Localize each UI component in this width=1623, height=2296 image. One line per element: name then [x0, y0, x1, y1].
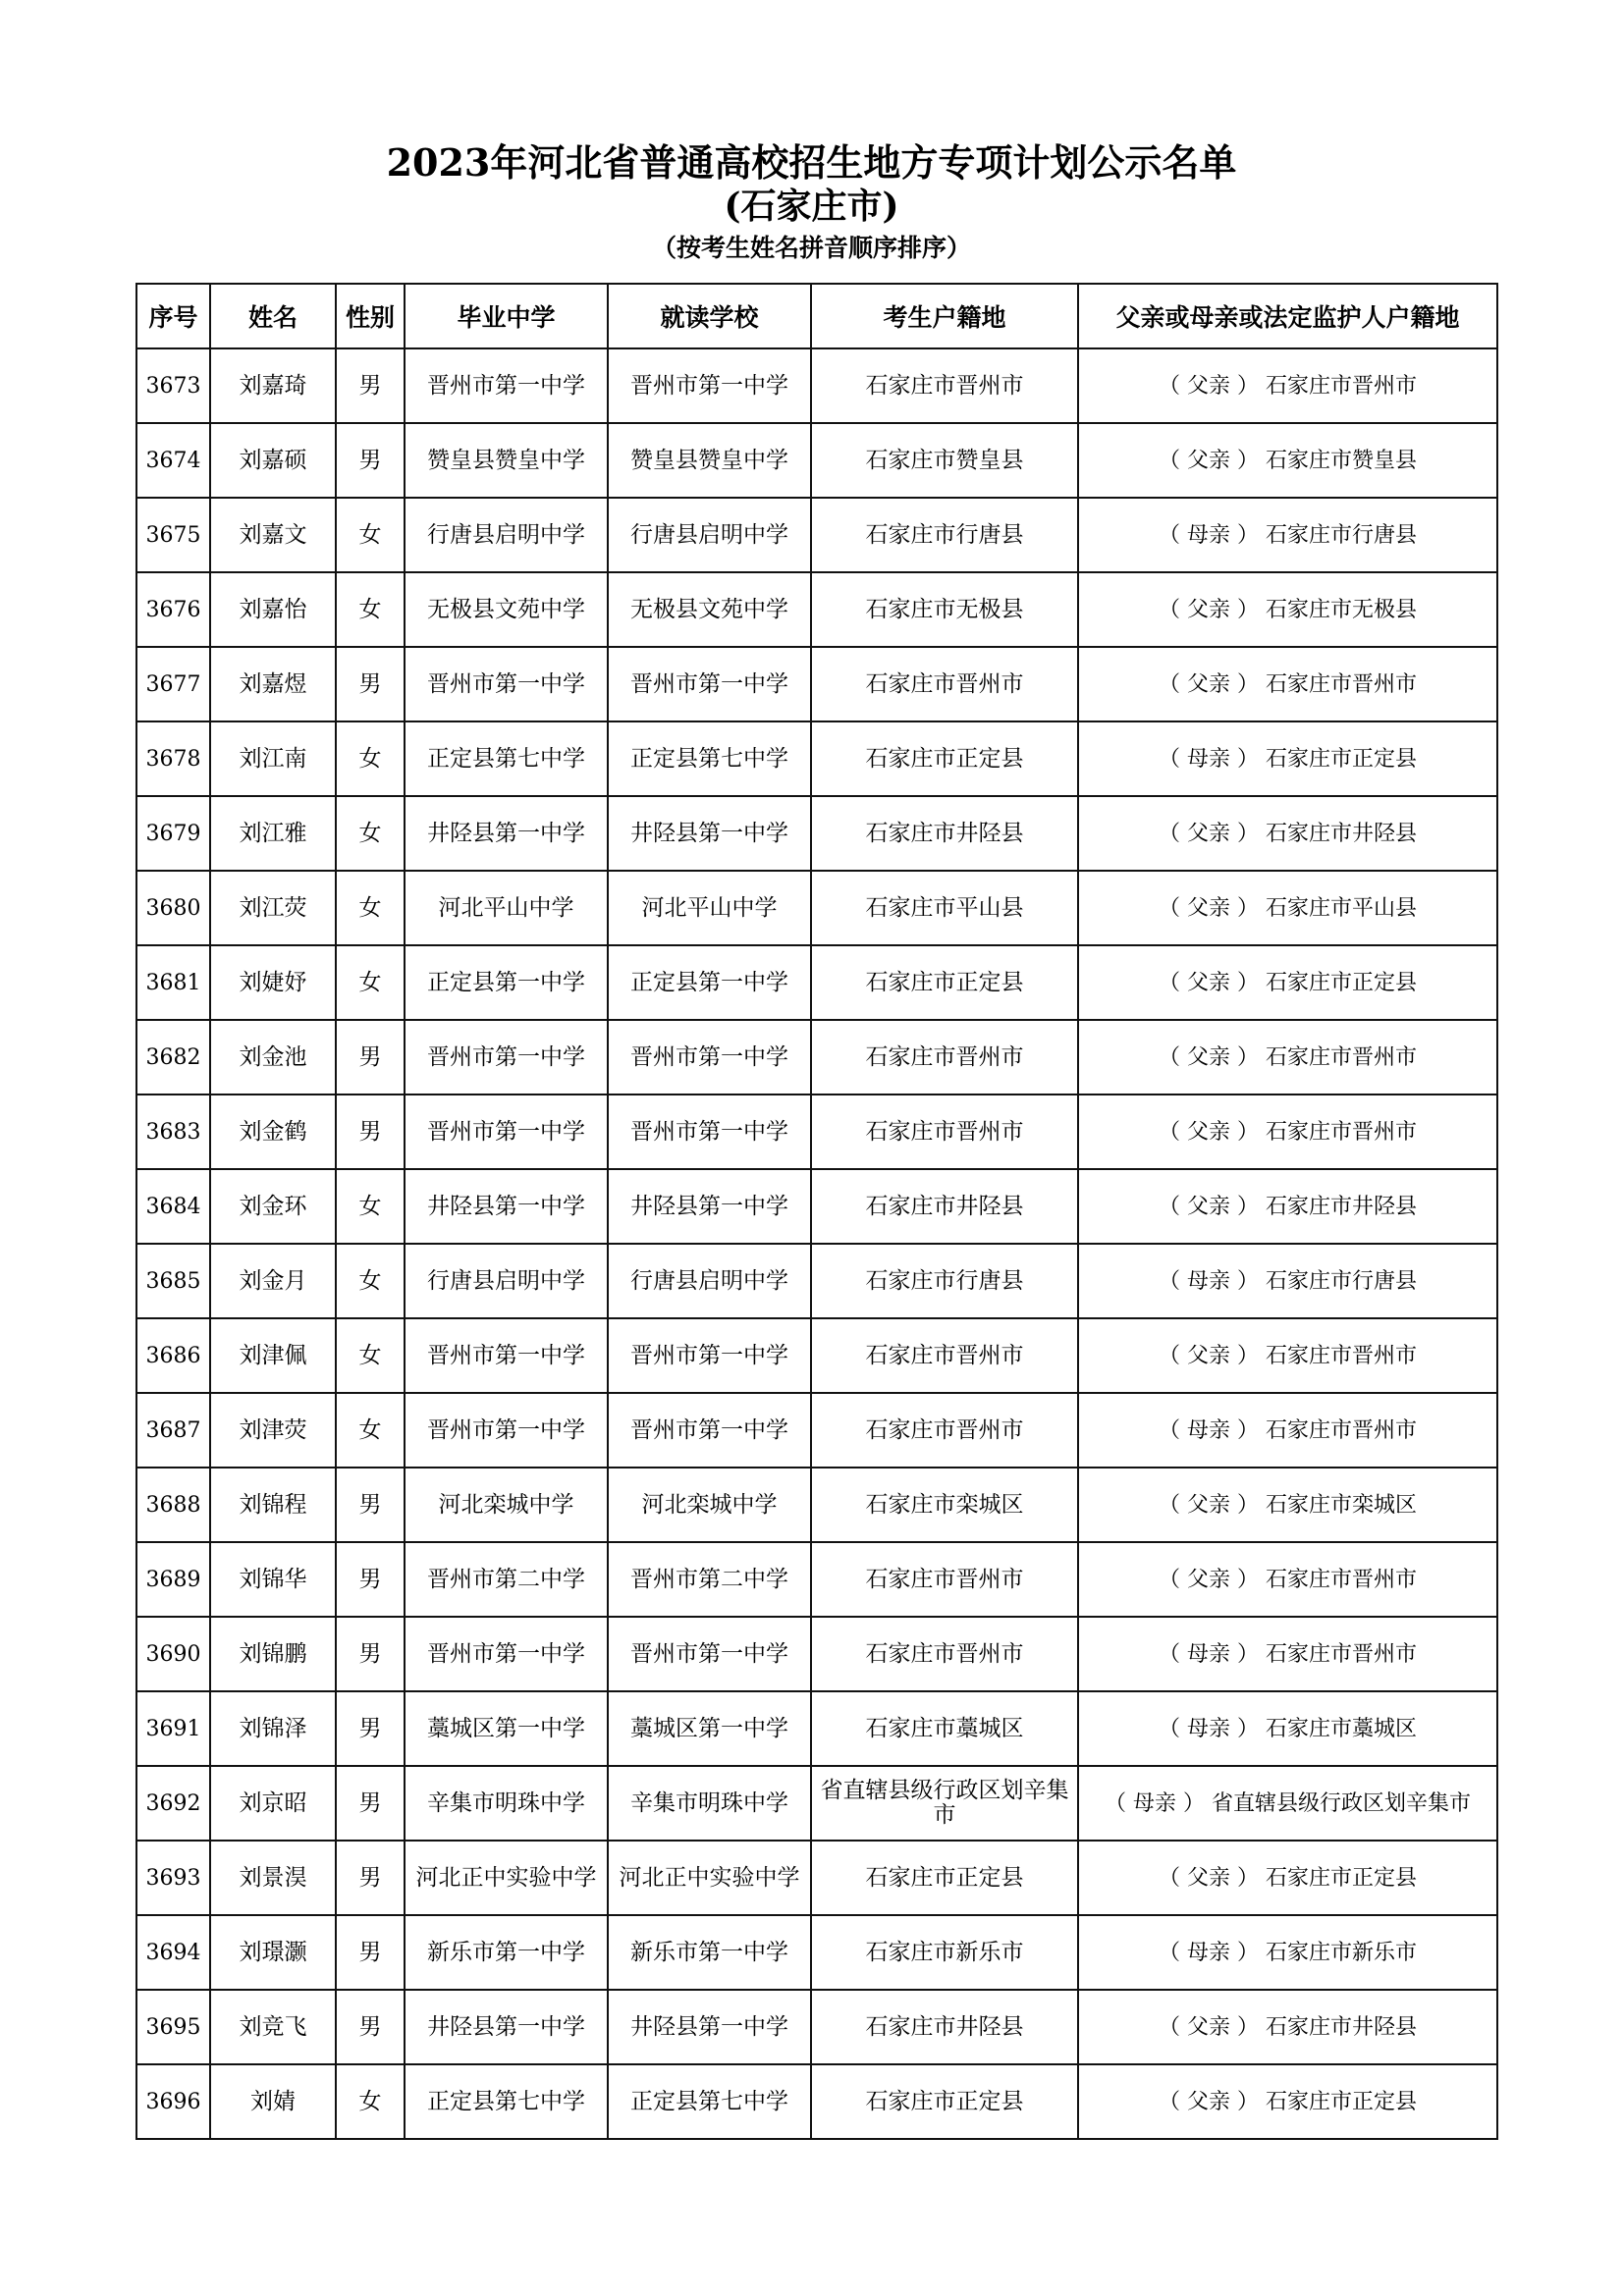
- cell-study-school: 晋州市第一中学: [608, 1020, 811, 1095]
- parent-role: （ 父亲 ）: [1158, 448, 1259, 473]
- cell-no: 3677: [136, 647, 210, 721]
- cell-study-school: 晋州市第一中学: [608, 1318, 811, 1393]
- cell-grad-school: 正定县第七中学: [405, 2064, 608, 2139]
- parent-role: （ 父亲 ）: [1158, 895, 1259, 921]
- parent-role: （ 父亲 ）: [1158, 597, 1259, 622]
- column-header-hukou: 考生户籍地: [811, 284, 1078, 348]
- table-row: [136, 1915, 1497, 1990]
- parent-role: （ 母亲 ）: [1158, 1716, 1259, 1741]
- parent-role: （ 母亲 ）: [1104, 1790, 1205, 1816]
- cell-gender: 男: [336, 423, 405, 498]
- cell-gender: 女: [336, 796, 405, 871]
- cell-study-school: 晋州市第二中学: [608, 1542, 811, 1617]
- cell-grad-school: 新乐市第一中学: [405, 1915, 608, 1990]
- parent-hukou-place: 石家庄市晋州市: [1265, 1641, 1417, 1667]
- cell-grad-school: 井陉县第一中学: [405, 796, 608, 871]
- cell-hukou: 石家庄市平山县: [811, 871, 1078, 945]
- parent-hukou-place: 石家庄市正定县: [1265, 970, 1417, 995]
- cell-parent-hukou: [1078, 945, 1497, 1020]
- cell-name: 刘金鹤: [210, 1095, 336, 1169]
- table-row: [136, 348, 1497, 423]
- parent-role: （ 父亲 ）: [1158, 671, 1259, 697]
- table-row: [136, 1542, 1497, 1617]
- cell-name: 刘津佩: [210, 1318, 336, 1393]
- parent-role: （ 父亲 ）: [1158, 373, 1259, 399]
- cell-study-school: 河北正中实验中学: [608, 1841, 811, 1915]
- cell-no: 3690: [136, 1617, 210, 1691]
- cell-name: 刘锦华: [210, 1542, 336, 1617]
- cell-grad-school: 晋州市第一中学: [405, 1020, 608, 1095]
- cell-hukou: 石家庄市晋州市: [811, 1318, 1078, 1393]
- cell-hukou: 石家庄市井陉县: [811, 796, 1078, 871]
- cell-study-school: 正定县第七中学: [608, 721, 811, 796]
- table-row: [136, 1691, 1497, 1766]
- parent-role: （ 母亲 ）: [1158, 1940, 1259, 1965]
- column-header-grad-school: 毕业中学: [405, 284, 608, 348]
- parent-hukou-place: 石家庄市新乐市: [1265, 1940, 1417, 1965]
- cell-grad-school: 赞皇县赞皇中学: [405, 423, 608, 498]
- cell-grad-school: 晋州市第一中学: [405, 647, 608, 721]
- cell-name: 刘锦程: [210, 1468, 336, 1542]
- cell-parent-hukou: [1078, 1393, 1497, 1468]
- table-row: [136, 1617, 1497, 1691]
- cell-gender: 男: [336, 1691, 405, 1766]
- cell-parent-hukou: [1078, 871, 1497, 945]
- cell-parent-hukou: [1078, 1691, 1497, 1766]
- parent-hukou-place: 石家庄市正定县: [1265, 746, 1417, 772]
- cell-grad-school: 正定县第七中学: [405, 721, 608, 796]
- cell-no: 3686: [136, 1318, 210, 1393]
- cell-name: 刘京昭: [210, 1766, 336, 1841]
- table-row: [136, 1766, 1497, 1841]
- cell-no: 3693: [136, 1841, 210, 1915]
- cell-study-school: 河北平山中学: [608, 871, 811, 945]
- table-row: [136, 1990, 1497, 2064]
- parent-role: （ 父亲 ）: [1158, 2014, 1259, 2040]
- parent-role: （ 母亲 ）: [1158, 522, 1259, 548]
- cell-hukou: 石家庄市正定县: [811, 721, 1078, 796]
- cell-gender: 女: [336, 498, 405, 572]
- parent-role: （ 父亲 ）: [1158, 970, 1259, 995]
- cell-name: 刘江荧: [210, 871, 336, 945]
- cell-grad-school: 晋州市第二中学: [405, 1542, 608, 1617]
- cell-name: 刘嘉煜: [210, 647, 336, 721]
- cell-hukou: 石家庄市新乐市: [811, 1915, 1078, 1990]
- cell-no: 3678: [136, 721, 210, 796]
- cell-grad-school: 晋州市第一中学: [405, 1393, 608, 1468]
- column-header-gender: 性别: [336, 284, 405, 348]
- cell-study-school: 正定县第七中学: [608, 2064, 811, 2139]
- cell-gender: 女: [336, 721, 405, 796]
- cell-gender: 女: [336, 572, 405, 647]
- cell-no: 3680: [136, 871, 210, 945]
- cell-name: 刘婕妤: [210, 945, 336, 1020]
- table-row: [136, 945, 1497, 1020]
- parent-role: （ 父亲 ）: [1158, 1044, 1259, 1070]
- cell-grad-school: 晋州市第一中学: [405, 348, 608, 423]
- cell-hukou: 石家庄市晋州市: [811, 1393, 1078, 1468]
- table-row: [136, 2064, 1497, 2139]
- cell-study-school: 晋州市第一中学: [608, 1393, 811, 1468]
- cell-name: 刘嘉怡: [210, 572, 336, 647]
- parent-role: （ 母亲 ）: [1158, 1268, 1259, 1294]
- cell-no: 3682: [136, 1020, 210, 1095]
- cell-no: 3673: [136, 348, 210, 423]
- cell-gender: 女: [336, 871, 405, 945]
- cell-gender: 女: [336, 1393, 405, 1468]
- cell-parent-hukou: [1078, 1020, 1497, 1095]
- cell-parent-hukou: [1078, 1244, 1497, 1318]
- cell-hukou: 石家庄市井陉县: [811, 1990, 1078, 2064]
- cell-parent-hukou: [1078, 572, 1497, 647]
- cell-gender: 男: [336, 1020, 405, 1095]
- cell-hukou: 石家庄市栾城区: [811, 1468, 1078, 1542]
- cell-study-school: 河北栾城中学: [608, 1468, 811, 1542]
- table-row: [136, 572, 1497, 647]
- cell-study-school: 新乐市第一中学: [608, 1915, 811, 1990]
- parent-hukou-place: 石家庄市正定县: [1265, 1865, 1417, 1891]
- cell-name: 刘竞飞: [210, 1990, 336, 2064]
- cell-grad-school: 辛集市明珠中学: [405, 1766, 608, 1841]
- cell-parent-hukou: [1078, 1766, 1497, 1841]
- parent-hukou-place: 石家庄市晋州市: [1265, 1343, 1417, 1368]
- cell-hukou: 石家庄市晋州市: [811, 348, 1078, 423]
- cell-study-school: 晋州市第一中学: [608, 647, 811, 721]
- cell-grad-school: 河北正中实验中学: [405, 1841, 608, 1915]
- cell-grad-school: 晋州市第一中学: [405, 1095, 608, 1169]
- cell-name: 刘金环: [210, 1169, 336, 1244]
- cell-no: 3691: [136, 1691, 210, 1766]
- cell-parent-hukou: [1078, 796, 1497, 871]
- cell-gender: 男: [336, 1990, 405, 2064]
- cell-hukou: 石家庄市正定县: [811, 1841, 1078, 1915]
- cell-no: 3675: [136, 498, 210, 572]
- parent-role: （ 父亲 ）: [1158, 1492, 1259, 1518]
- cell-no: 3674: [136, 423, 210, 498]
- cell-parent-hukou: [1078, 1915, 1497, 1990]
- table-row: [136, 1318, 1497, 1393]
- cell-study-school: 行唐县启明中学: [608, 498, 811, 572]
- cell-study-school: 井陉县第一中学: [608, 1169, 811, 1244]
- parent-hukou-place: 石家庄市平山县: [1265, 895, 1417, 921]
- cell-study-school: 井陉县第一中学: [608, 1990, 811, 2064]
- cell-gender: 男: [336, 1095, 405, 1169]
- cell-parent-hukou: [1078, 1617, 1497, 1691]
- table-row: [136, 1393, 1497, 1468]
- table-header: [136, 284, 1497, 348]
- cell-grad-school: 河北栾城中学: [405, 1468, 608, 1542]
- cell-gender: 女: [336, 1169, 405, 1244]
- cell-no: 3679: [136, 796, 210, 871]
- cell-study-school: 藁城区第一中学: [608, 1691, 811, 1766]
- cell-hukou: 石家庄市晋州市: [811, 1542, 1078, 1617]
- cell-gender: 男: [336, 1841, 405, 1915]
- cell-study-school: 晋州市第一中学: [608, 1095, 811, 1169]
- cell-parent-hukou: [1078, 1095, 1497, 1169]
- cell-gender: 男: [336, 647, 405, 721]
- cell-gender: 男: [336, 1915, 405, 1990]
- cell-name: 刘嘉琦: [210, 348, 336, 423]
- cell-parent-hukou: [1078, 348, 1497, 423]
- page-subtitle: (石家庄市): [724, 186, 899, 227]
- page-title: 2023年河北省普通高校招生地方专项计划公示名单: [386, 140, 1237, 185]
- cell-parent-hukou: [1078, 1318, 1497, 1393]
- cell-hukou: 石家庄市晋州市: [811, 1095, 1078, 1169]
- parent-role: （ 父亲 ）: [1158, 1865, 1259, 1891]
- parent-hukou-place: 石家庄市行唐县: [1265, 522, 1417, 548]
- cell-name: 刘锦泽: [210, 1691, 336, 1766]
- cell-name: 刘江南: [210, 721, 336, 796]
- cell-gender: 男: [336, 1766, 405, 1841]
- parent-role: （ 父亲 ）: [1158, 1194, 1259, 1219]
- parent-hukou-place: 石家庄市正定县: [1265, 2089, 1417, 2114]
- cell-study-school: 赞皇县赞皇中学: [608, 423, 811, 498]
- cell-no: 3692: [136, 1766, 210, 1841]
- cell-gender: 女: [336, 2064, 405, 2139]
- cell-hukou: 石家庄市藁城区: [811, 1691, 1078, 1766]
- cell-gender: 女: [336, 1244, 405, 1318]
- cell-name: 刘璟灏: [210, 1915, 336, 1990]
- cell-parent-hukou: [1078, 2064, 1497, 2139]
- cell-grad-school: 晋州市第一中学: [405, 1617, 608, 1691]
- cell-grad-school: 河北平山中学: [405, 871, 608, 945]
- parent-role: （ 母亲 ）: [1158, 1417, 1259, 1443]
- cell-hukou: 石家庄市井陉县: [811, 1169, 1078, 1244]
- parent-hukou-place: 石家庄市无极县: [1265, 597, 1417, 622]
- cell-parent-hukou: [1078, 1542, 1497, 1617]
- header-row: [136, 284, 1497, 348]
- cell-name: 刘津荧: [210, 1393, 336, 1468]
- cell-hukou: 石家庄市正定县: [811, 2064, 1078, 2139]
- parent-role: （ 母亲 ）: [1158, 746, 1259, 772]
- cell-name: 刘景淏: [210, 1841, 336, 1915]
- cell-hukou: 石家庄市晋州市: [811, 647, 1078, 721]
- cell-hukou: 石家庄市无极县: [811, 572, 1078, 647]
- cell-grad-school: 晋州市第一中学: [405, 1318, 608, 1393]
- cell-grad-school: 藁城区第一中学: [405, 1691, 608, 1766]
- parent-hukou-place: 省直辖县级行政区划辛集市: [1211, 1790, 1471, 1816]
- column-header-parent-hukou: 父亲或母亲或法定监护人户籍地: [1078, 284, 1497, 348]
- cell-no: 3696: [136, 2064, 210, 2139]
- cell-study-school: 辛集市明珠中学: [608, 1766, 811, 1841]
- cell-hukou: 石家庄市行唐县: [811, 498, 1078, 572]
- parent-hukou-place: 石家庄市晋州市: [1265, 373, 1417, 399]
- cell-gender: 女: [336, 945, 405, 1020]
- cell-hukou: 省直辖县级行政区划辛集市: [811, 1766, 1078, 1841]
- parent-hukou-place: 石家庄市晋州市: [1265, 1567, 1417, 1592]
- table-row: [136, 498, 1497, 572]
- table-row: [136, 647, 1497, 721]
- cell-grad-school: 井陉县第一中学: [405, 1990, 608, 2064]
- cell-name: 刘婧: [210, 2064, 336, 2139]
- cell-parent-hukou: [1078, 423, 1497, 498]
- cell-no: 3685: [136, 1244, 210, 1318]
- parent-hukou-place: 石家庄市晋州市: [1265, 1417, 1417, 1443]
- table-row: [136, 1244, 1497, 1318]
- table-row: [136, 871, 1497, 945]
- column-header-no: 序号: [136, 284, 210, 348]
- sort-note: （按考生姓名拼音顺序排序）: [651, 234, 971, 262]
- cell-study-school: 晋州市第一中学: [608, 1617, 811, 1691]
- parent-hukou-place: 石家庄市井陉县: [1265, 1194, 1417, 1219]
- cell-gender: 男: [336, 1468, 405, 1542]
- cell-name: 刘金月: [210, 1244, 336, 1318]
- cell-parent-hukou: [1078, 498, 1497, 572]
- parent-role: （ 母亲 ）: [1158, 1641, 1259, 1667]
- parent-hukou-place: 石家庄市赞皇县: [1265, 448, 1417, 473]
- cell-parent-hukou: [1078, 721, 1497, 796]
- parent-role: （ 父亲 ）: [1158, 1119, 1259, 1145]
- cell-grad-school: 正定县第一中学: [405, 945, 608, 1020]
- parent-hukou-place: 石家庄市晋州市: [1265, 671, 1417, 697]
- cell-name: 刘江雅: [210, 796, 336, 871]
- table-row: [136, 1095, 1497, 1169]
- cell-parent-hukou: [1078, 1841, 1497, 1915]
- table-row: [136, 1841, 1497, 1915]
- cell-hukou: 石家庄市赞皇县: [811, 423, 1078, 498]
- cell-no: 3695: [136, 1990, 210, 2064]
- cell-gender: 男: [336, 348, 405, 423]
- cell-gender: 男: [336, 1542, 405, 1617]
- cell-no: 3676: [136, 572, 210, 647]
- parent-hukou-place: 石家庄市井陉县: [1265, 821, 1417, 846]
- table-row: [136, 1468, 1497, 1542]
- cell-no: 3694: [136, 1915, 210, 1990]
- table-row: [136, 721, 1497, 796]
- table-row: [136, 1169, 1497, 1244]
- cell-parent-hukou: [1078, 1468, 1497, 1542]
- cell-no: 3684: [136, 1169, 210, 1244]
- cell-no: 3688: [136, 1468, 210, 1542]
- cell-name: 刘锦鹏: [210, 1617, 336, 1691]
- column-header-name: 姓名: [210, 284, 336, 348]
- roster-table: [135, 283, 1498, 2140]
- table-row: [136, 1020, 1497, 1095]
- cell-gender: 女: [336, 1318, 405, 1393]
- cell-study-school: 晋州市第一中学: [608, 348, 811, 423]
- cell-no: 3687: [136, 1393, 210, 1468]
- parent-role: （ 父亲 ）: [1158, 1567, 1259, 1592]
- parent-role: （ 父亲 ）: [1158, 2089, 1259, 2114]
- cell-name: 刘嘉文: [210, 498, 336, 572]
- cell-grad-school: 无极县文苑中学: [405, 572, 608, 647]
- parent-hukou-place: 石家庄市晋州市: [1265, 1044, 1417, 1070]
- cell-grad-school: 行唐县启明中学: [405, 1244, 608, 1318]
- parent-hukou-place: 石家庄市藁城区: [1265, 1716, 1417, 1741]
- cell-no: 3681: [136, 945, 210, 1020]
- cell-no: 3683: [136, 1095, 210, 1169]
- parent-hukou-place: 石家庄市栾城区: [1265, 1492, 1417, 1518]
- parent-hukou-place: 石家庄市晋州市: [1265, 1119, 1417, 1145]
- cell-parent-hukou: [1078, 1169, 1497, 1244]
- cell-study-school: 行唐县启明中学: [608, 1244, 811, 1318]
- cell-gender: 男: [336, 1617, 405, 1691]
- cell-hukou: 石家庄市行唐县: [811, 1244, 1078, 1318]
- cell-grad-school: 行唐县启明中学: [405, 498, 608, 572]
- column-header-study-school: 就读学校: [608, 284, 811, 348]
- cell-no: 3689: [136, 1542, 210, 1617]
- cell-hukou: 石家庄市晋州市: [811, 1617, 1078, 1691]
- parent-hukou-place: 石家庄市行唐县: [1265, 1268, 1417, 1294]
- table-row: [136, 423, 1497, 498]
- cell-name: 刘金池: [210, 1020, 336, 1095]
- table-body: [136, 348, 1497, 2139]
- cell-study-school: 井陉县第一中学: [608, 796, 811, 871]
- cell-hukou: 石家庄市晋州市: [811, 1020, 1078, 1095]
- cell-study-school: 无极县文苑中学: [608, 572, 811, 647]
- parent-hukou-place: 石家庄市井陉县: [1265, 2014, 1417, 2040]
- table-row: [136, 796, 1497, 871]
- cell-parent-hukou: [1078, 647, 1497, 721]
- parent-role: （ 父亲 ）: [1158, 1343, 1259, 1368]
- cell-grad-school: 井陉县第一中学: [405, 1169, 608, 1244]
- cell-hukou: 石家庄市正定县: [811, 945, 1078, 1020]
- cell-parent-hukou: [1078, 1990, 1497, 2064]
- cell-study-school: 正定县第一中学: [608, 945, 811, 1020]
- parent-role: （ 父亲 ）: [1158, 821, 1259, 846]
- cell-name: 刘嘉硕: [210, 423, 336, 498]
